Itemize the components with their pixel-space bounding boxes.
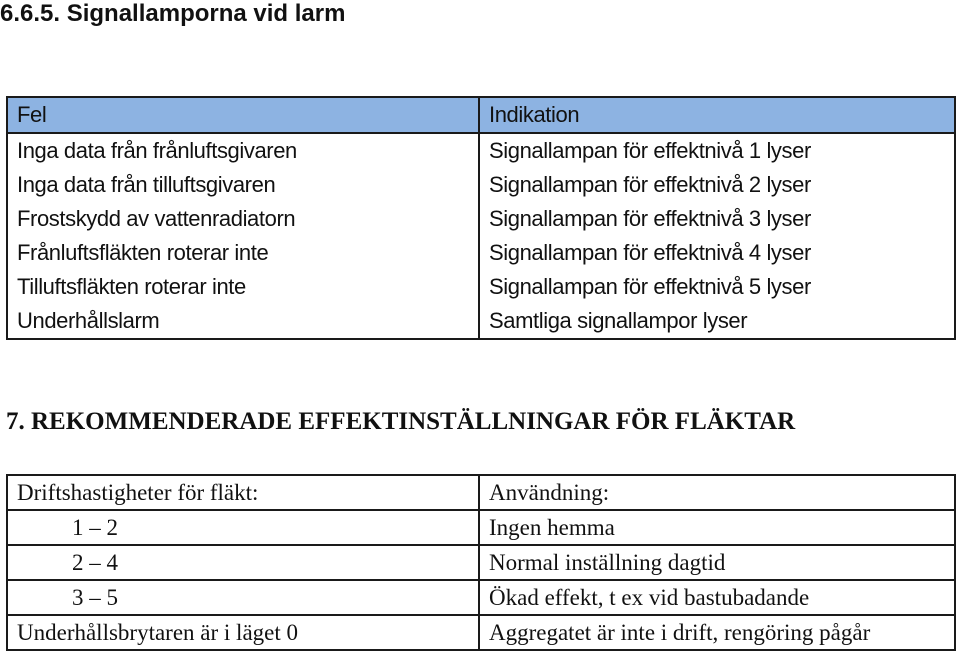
indication-cell: Signallampan för effektnivå 2 lyser [479,168,955,202]
speed-cell: 3 – 5 [7,580,479,615]
table-row [7,304,955,339]
table-row [7,510,955,545]
table-header-row [7,475,955,510]
chapter-heading: 7. REKOMMENDERADE EFFEKTINSTÄLLNINGAR FÖR FLÄKTAR [6,408,796,435]
fan-settings-table [6,474,956,651]
column-header-usage: Användning: [479,475,955,510]
table-header-row [7,97,955,133]
fault-cell: Frånluftsfläkten roterar inte [7,236,479,270]
table-row [7,545,955,580]
indication-cell: Signallampan för effektnivå 5 lyser [479,270,955,304]
fault-cell: Inga data från frånluftsgivaren [7,133,479,168]
table-row [7,615,955,650]
usage-cell: Aggregatet är inte i drift, rengöring pågår [479,615,955,650]
column-header-fault: Fel [7,97,479,133]
usage-cell: Ingen hemma [479,510,955,545]
indication-cell: Signallampan för effektnivå 1 lyser [479,133,955,168]
indication-cell: Samtliga signallampor lyser [479,304,955,339]
column-header-speed: Driftshastigheter för fläkt: [7,475,479,510]
alarm-indication-table [6,96,956,340]
table-row [7,270,955,304]
speed-cell: 1 – 2 [7,510,479,545]
table-row [7,236,955,270]
fault-cell: Tilluftsfläkten roterar inte [7,270,479,304]
fault-cell: Inga data från tilluftsgivaren [7,168,479,202]
usage-cell: Ökad effekt, t ex vid bastubadande [479,580,955,615]
table-row [7,580,955,615]
table-row [7,168,955,202]
usage-cell: Normal inställning dagtid [479,545,955,580]
table-row [7,133,955,168]
fault-cell: Frostskydd av vattenradiatorn [7,202,479,236]
indication-cell: Signallampan för effektnivå 4 lyser [479,236,955,270]
table-row [7,202,955,236]
column-header-indication: Indikation [479,97,955,133]
indication-cell: Signallampan för effektnivå 3 lyser [479,202,955,236]
section-heading: 6.6.5. Signallamporna vid larm [0,0,346,27]
fault-cell: Underhållslarm [7,304,479,339]
speed-cell: 2 – 4 [7,545,479,580]
speed-cell: Underhållsbrytaren är i läget 0 [7,615,479,650]
